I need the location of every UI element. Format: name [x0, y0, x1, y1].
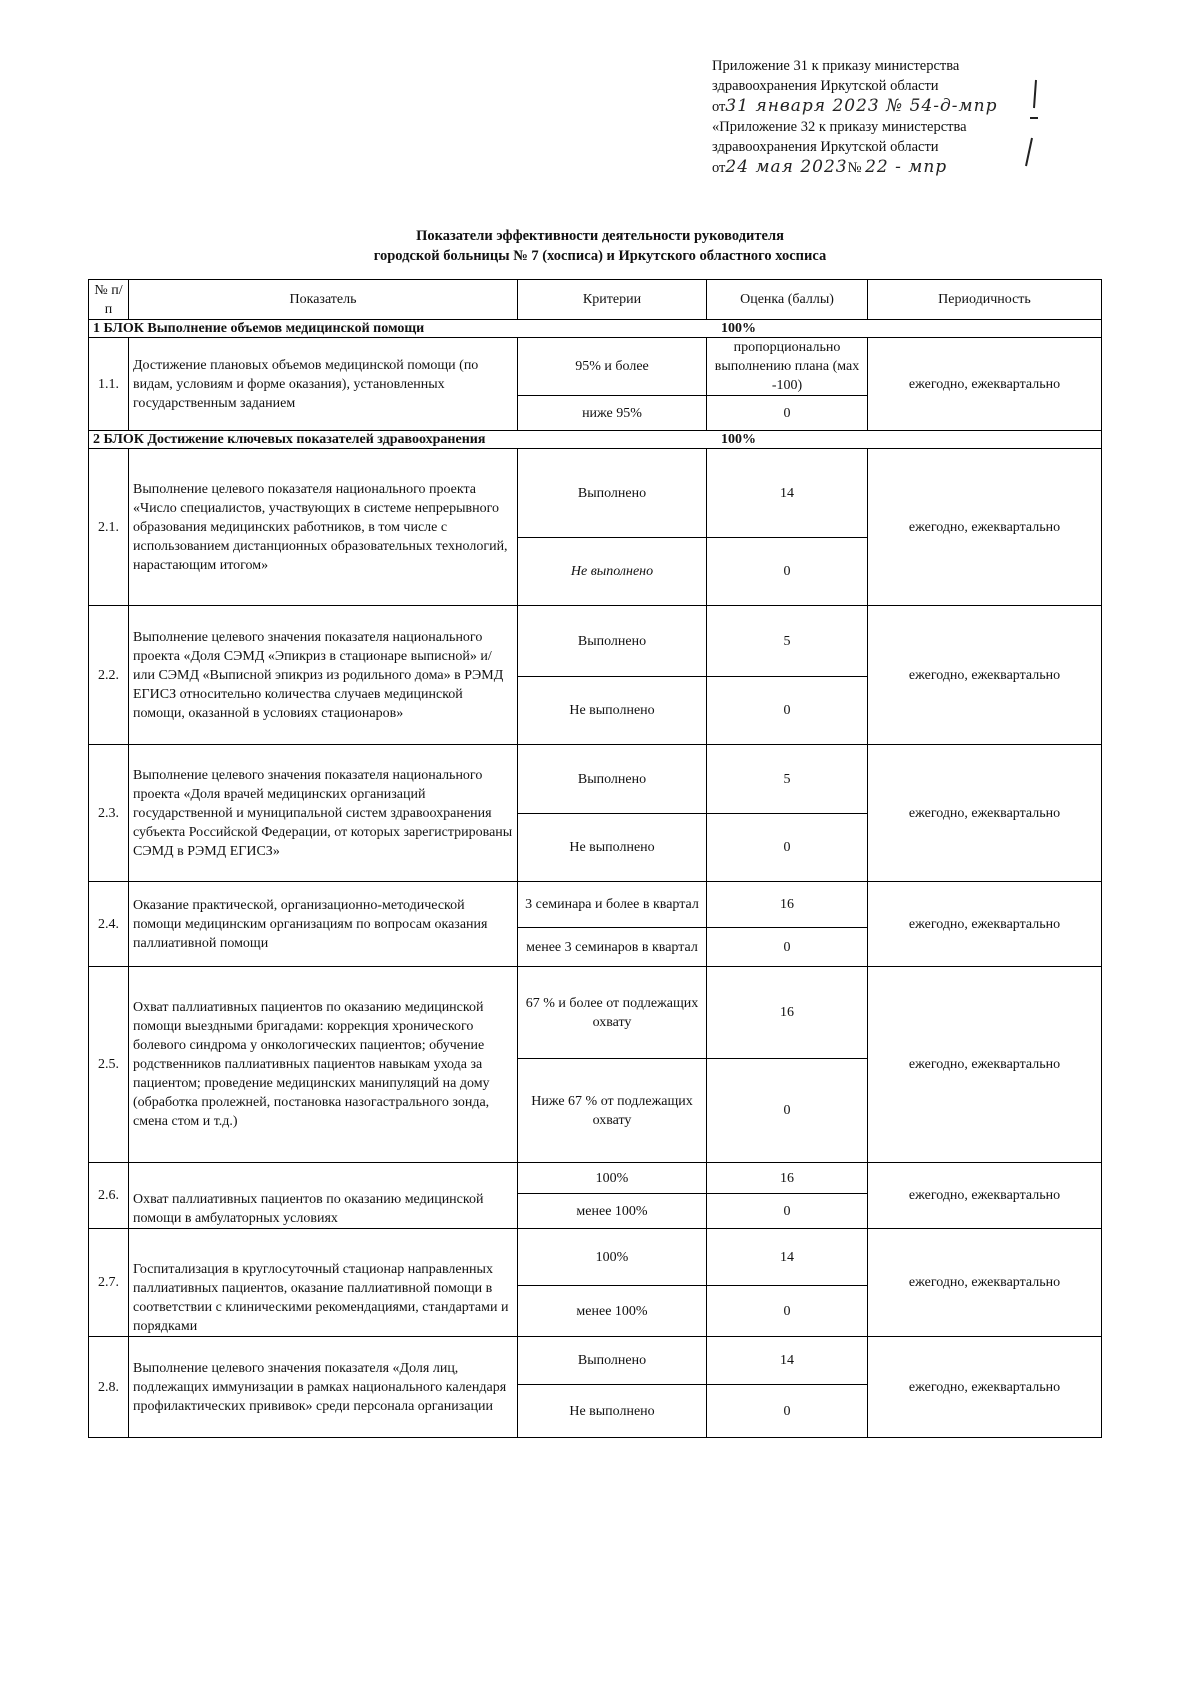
row-period: ежегодно, ежеквартально — [868, 882, 1102, 967]
row-score-2: 0 — [707, 1286, 868, 1337]
row-score-2: 0 — [707, 1194, 868, 1229]
row-score-2: 0 — [707, 1385, 868, 1438]
header-num: № п/п — [89, 280, 129, 320]
header-period: Периодичность — [868, 280, 1102, 320]
header-date-prefix-2: от — [712, 160, 726, 176]
row-criteria-2: Не выполнено — [518, 677, 707, 745]
header-line-4: «Приложение 32 к приказу министерства — [712, 119, 967, 135]
table-row — [89, 1229, 1102, 1286]
row-criteria-1: 95% и более — [518, 338, 707, 396]
row-criteria-1: Выполнено — [518, 745, 707, 814]
handwritten-mark-icon — [1016, 78, 1040, 168]
row-num: 1.1. — [89, 338, 129, 431]
table-row — [89, 1163, 1102, 1194]
row-criteria-1: 3 семинара и более в квартал — [518, 882, 707, 928]
row-period: ежегодно, ежеквартально — [868, 1229, 1102, 1337]
row-indicator: Выполнение целевого значения показателя «Доля лиц, подлежащих иммунизации в рамках национального календаря профилактических прививок» среди персонала организации — [129, 1337, 518, 1438]
row-period: ежегодно, ежеквартально — [868, 449, 1102, 606]
row-criteria-2: менее 100% — [518, 1194, 707, 1229]
handwritten-number-2: 22 - мпр — [865, 157, 948, 177]
row-criteria-1: 67 % и более от подлежащих охвату — [518, 967, 707, 1059]
handwritten-date-2: 24 мая 2023 — [725, 157, 848, 177]
row-score-1: 5 — [707, 606, 868, 677]
row-score-2: 0 — [707, 814, 868, 882]
row-indicator: Охват паллиативных пациентов по оказанию медицинской помощи выездными бригадами: коррекция хронического болевого синдрома у онкологических пациентов; обучение родственников паллиативных пациентов навыкам ухода за пациентом; проведение медицинских манипуляций на дому (обработка пролежней, постановка назогастрального зонда, смена стом и т.д.) — [129, 967, 518, 1163]
row-period: ежегодно, ежеквартально — [868, 1337, 1102, 1438]
block-2-label: 2 БЛОК Достижение ключевых показателей здравоохранения — [93, 431, 486, 447]
table-row — [89, 882, 1102, 928]
row-score-2: 0 — [707, 677, 868, 745]
row-num: 2.5. — [89, 967, 129, 1163]
row-criteria-2: Не выполнено — [518, 538, 707, 606]
table-row — [89, 449, 1102, 538]
table-header-row — [89, 280, 1102, 320]
row-score-1: 14 — [707, 449, 868, 538]
header-line-5: здравоохранения Иркутской области — [712, 139, 939, 155]
row-num: 2.6. — [89, 1163, 129, 1229]
header-line-3 — [712, 96, 1042, 117]
row-score-2: 0 — [707, 538, 868, 606]
row-period: ежегодно, ежеквартально — [868, 745, 1102, 882]
row-criteria-2: Не выполнено — [518, 814, 707, 882]
header-line-2: здравоохранения Иркутской области — [712, 78, 939, 94]
block-1-percent: 100% — [721, 320, 756, 336]
appendix-header — [712, 56, 1042, 178]
row-criteria-2: Ниже 67 % от подлежащих охвату — [518, 1059, 707, 1163]
title-line-1: Показатели эффективности деятельности руководителя — [416, 228, 784, 244]
header-line-6 — [712, 157, 1042, 178]
row-score-1: 5 — [707, 745, 868, 814]
row-num: 2.7. — [89, 1229, 129, 1337]
row-period: ежегодно, ежеквартально — [868, 338, 1102, 431]
block-2-row — [89, 431, 1102, 449]
block-1-label: 1 БЛОК Выполнение объемов медицинской помощи — [93, 320, 425, 336]
table-row — [89, 338, 1102, 396]
row-score-2: 0 — [707, 1059, 868, 1163]
row-criteria-1: Выполнено — [518, 606, 707, 677]
table-row — [89, 745, 1102, 814]
row-num: 2.3. — [89, 745, 129, 882]
handwritten-date-number-1: 31 января 2023 № 54-д-мпр — [725, 96, 998, 116]
row-indicator: Достижение плановых объемов медицинской помощи (по видам, условиям и форме оказания), установленных государственным заданием — [129, 338, 518, 431]
header-criteria: Критерии — [518, 280, 707, 320]
header-indicator: Показатель — [129, 280, 518, 320]
row-period: ежегодно, ежеквартально — [868, 967, 1102, 1163]
table-row — [89, 1337, 1102, 1385]
row-criteria-1: Выполнено — [518, 1337, 707, 1385]
row-criteria-1: Выполнено — [518, 449, 707, 538]
row-criteria-1: 100% — [518, 1229, 707, 1286]
row-score-1: 14 — [707, 1337, 868, 1385]
row-criteria-2: Не выполнено — [518, 1385, 707, 1438]
title-line-2: городской больницы № 7 (хосписа) и Иркутского областного хосписа — [373, 248, 827, 264]
block-2-percent: 100% — [721, 431, 756, 447]
row-indicator: Выполнение целевого значения показателя национального проекта «Доля СЭМД «Эпикриз в стационаре выписной» и/или СЭМД «Выписной эпикриз из родильного дома» в РЭМД ЕГИСЗ относительно количества случаев медицинской помощи, оказанной в условиях стационаров» — [129, 606, 518, 745]
header-date-prefix: от — [712, 99, 726, 115]
row-indicator: Госпитализация в круглосуточный стационар направленных паллиативных пациентов, оказание паллиативной помощи в соответствии с клиническими рекомендациями, стандартами и порядками — [129, 1229, 518, 1337]
row-score-1: 16 — [707, 882, 868, 928]
row-criteria-2: менее 100% — [518, 1286, 707, 1337]
row-indicator: Выполнение целевого значения показателя национального проекта «Доля врачей медицинских организаций государственной и муниципальной систем здравоохранения субъекта Российской Федерации, от которых зарегистрированы СЭМД в РЭМД ЕГИСЗ» — [129, 745, 518, 882]
row-score-2: 0 — [707, 396, 868, 431]
page-title — [80, 226, 1120, 266]
number-label: № — [847, 160, 862, 176]
row-indicator: Оказание практической, организационно-методической помощи медицинским организациям по вопросам оказания паллиативной помощи — [129, 882, 518, 967]
row-period: ежегодно, ежеквартально — [868, 1163, 1102, 1229]
row-score-1: 14 — [707, 1229, 868, 1286]
table-row — [89, 967, 1102, 1059]
row-score-1: 16 — [707, 967, 868, 1059]
header-score: Оценка (баллы) — [707, 280, 868, 320]
indicators-table — [88, 279, 1102, 1438]
row-indicator: Выполнение целевого показателя национального проекта «Число специалистов, участвующих в системе непрерывного образования медицинских работников, в том числе с использованием дистанционных образовательных технологий, нарастающим итогом» — [129, 449, 518, 606]
row-criteria-2: ниже 95% — [518, 396, 707, 431]
row-indicator: Охват паллиативных пациентов по оказанию медицинской помощи в амбулаторных условиях — [129, 1163, 518, 1229]
row-num: 2.1. — [89, 449, 129, 606]
row-score-2: 0 — [707, 928, 868, 967]
header-line-1: Приложение 31 к приказу министерства — [712, 58, 960, 74]
row-period: ежегодно, ежеквартально — [868, 606, 1102, 745]
row-score-1: пропорционально выполнению плана (мах -100) — [707, 338, 868, 396]
table-row — [89, 606, 1102, 677]
row-num: 2.4. — [89, 882, 129, 967]
block-1-row — [89, 320, 1102, 338]
row-num: 2.8. — [89, 1337, 129, 1438]
row-num: 2.2. — [89, 606, 129, 745]
row-criteria-2: менее 3 семинаров в квартал — [518, 928, 707, 967]
row-score-1: 16 — [707, 1163, 868, 1194]
row-criteria-1: 100% — [518, 1163, 707, 1194]
